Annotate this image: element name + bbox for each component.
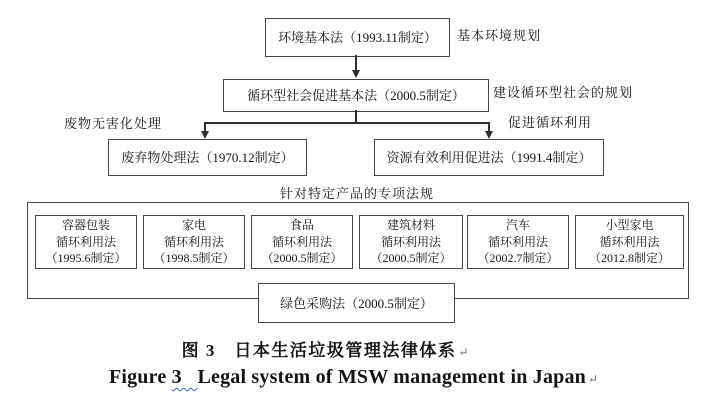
box-green-purchase-law-label: 绿色采购法（2000.5制定） (280, 295, 433, 311)
caption-english-prefix: Figure (108, 366, 172, 388)
box-resource-promotion-law (374, 139, 604, 176)
box-waste-disposal-law-label: 废弃物处理法（1970.12制定） (121, 150, 294, 165)
paragraph-return-icon: ↵ (458, 345, 469, 359)
caption-chinese (0, 336, 650, 361)
product-law-line: 食品 (289, 218, 314, 233)
caption-english-number-squiggle: 3 (171, 366, 198, 388)
product-law-line: 循环利用法 (271, 234, 332, 249)
box-resource-promotion-law-label: 资源有效利用促进法（1991.4制定） (386, 150, 592, 165)
product-law-line: 小型家电 (605, 218, 654, 233)
connector-branch-horizontal (204, 122, 490, 124)
box-home-appliance-law (143, 215, 245, 269)
box-circular-society-law (223, 79, 489, 112)
box-environment-basic-law-label: 环境基本法（1993.11制定） (278, 30, 437, 45)
product-law-line: （2002.7制定） (477, 251, 559, 266)
product-law-line: 容器包装 (61, 218, 110, 233)
box-food-law (251, 215, 353, 269)
arrowhead-top-icon (352, 70, 360, 78)
arrowhead-left-icon (201, 131, 209, 139)
box-circular-society-law-label: 循环型社会促进基本法（2000.5制定） (247, 88, 465, 103)
note-harmless-waste-treatment: 废物无害化处理 (64, 116, 163, 131)
product-law-line: 家电 (181, 218, 206, 233)
note-circular-society-plan: 建设循环型社会的规划 (493, 85, 634, 100)
product-law-line: 建筑材料 (386, 218, 435, 233)
caption-english (0, 366, 707, 389)
note-product-specific-laws: 针对特定产品的专项法规 (279, 186, 434, 201)
product-law-line: 汽车 (505, 218, 530, 233)
note-promote-recycling: 促进循环利用 (508, 115, 593, 130)
product-law-line: 循环利用法 (487, 234, 548, 249)
caption-chinese-text: 图 3 日本生活垃圾管理法律体系 (181, 341, 457, 360)
box-environment-basic-law (265, 18, 450, 57)
product-law-line: 循环利用法 (380, 234, 441, 249)
product-law-line: （1998.5制定） (153, 251, 235, 266)
product-law-line: 循环利用法 (55, 234, 116, 249)
box-green-purchase-law (258, 283, 455, 323)
arrowhead-right-icon (485, 131, 493, 139)
box-automobile-law (467, 215, 569, 269)
box-container-packaging-law (35, 215, 137, 269)
paragraph-return-icon: ↵ (588, 372, 599, 386)
product-law-line: （2000.5制定） (370, 251, 452, 266)
box-waste-disposal-law (108, 139, 307, 176)
product-law-line: 循环利用法 (163, 234, 224, 249)
box-construction-material-law (359, 215, 463, 269)
product-law-line: （2012.8制定） (588, 251, 670, 266)
product-law-line: （1995.6制定） (45, 251, 127, 266)
product-law-line: 循环利用法 (599, 234, 660, 249)
box-small-appliance-law (575, 215, 684, 269)
caption-english-text: Legal system of MSW management in Japan (197, 366, 586, 388)
product-law-line: （2000.5制定） (261, 251, 343, 266)
note-basic-env-plan: 基本环境规划 (457, 28, 542, 43)
